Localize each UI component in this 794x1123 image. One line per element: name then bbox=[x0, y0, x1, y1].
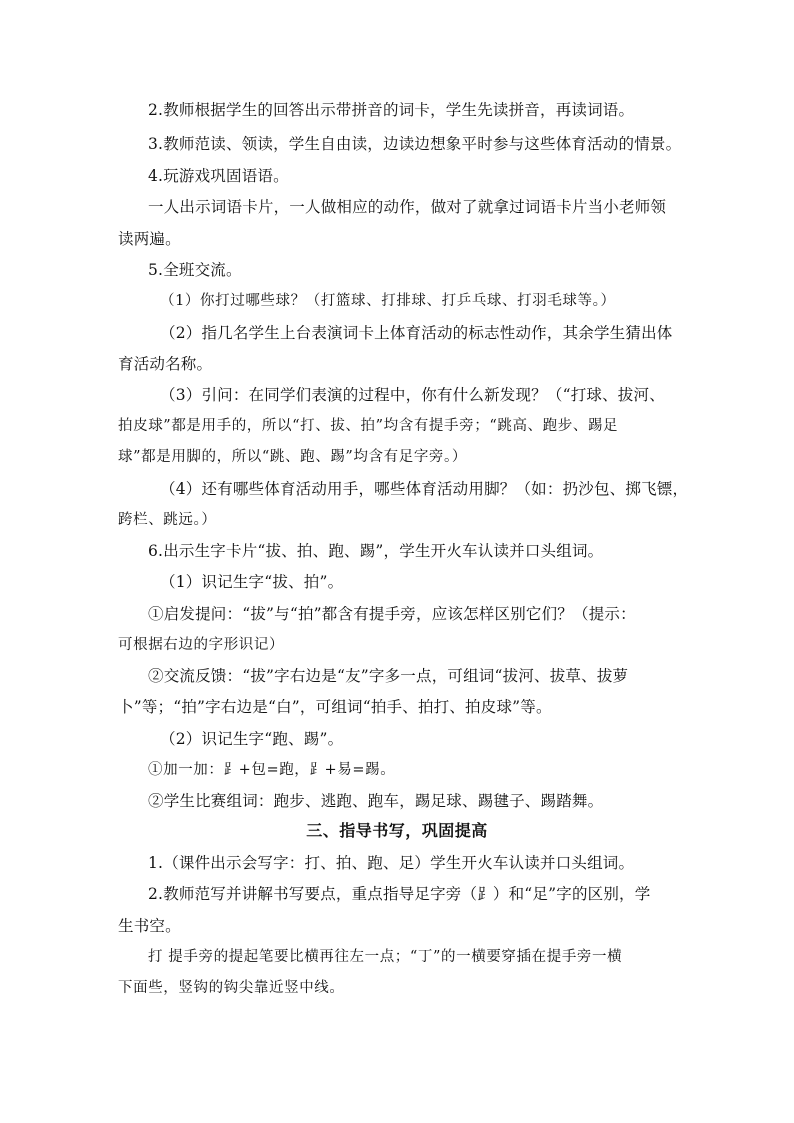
paragraph-line: （2）识记生字“跑、踢”。 bbox=[160, 730, 344, 748]
paragraph-line: 1.（课件出示会写字：打、拍、跑、足）学生开火车认读并口头组词。 bbox=[148, 854, 635, 872]
paragraph-line: 下面些，竖钩的钩尖靠近竖中线。 bbox=[118, 980, 345, 996]
paragraph-line: 5.全班交流。 bbox=[148, 261, 242, 279]
paragraph-line: ①启发提问：“拔”与“拍”都含有提手旁，应该怎样区别它们？（提示： bbox=[148, 605, 636, 623]
paragraph-line: （2）指几名学生上台表演词卡上体育活动的标志性动作，其余学生猜出体 bbox=[160, 324, 673, 342]
paragraph-line: （4）还有哪些体育活动用手，哪些体育活动用脚？（如：扔沙包、掷飞镖， bbox=[160, 480, 689, 498]
paragraph-line: 2.教师根据学生的回答出示带拼音的词卡，学生先读拼音，再读词语。 bbox=[148, 101, 635, 119]
paragraph-line: ②交流反馈：“拔”字右边是“友”字多一点，可组词“拔河、拔草、拔萝 bbox=[148, 667, 629, 685]
paragraph-line: 可根据右边的字形识记） bbox=[118, 637, 285, 653]
paragraph-line: 一人出示词语卡片，一人做相应的动作，做对了就拿过词语卡片当小老师领 bbox=[148, 198, 667, 216]
paragraph-line: ②学生比赛组词：跑步、逃跑、跑车，踢足球、踢毽子、踢踏舞。 bbox=[148, 792, 604, 810]
paragraph-line: 读两遍。 bbox=[118, 230, 181, 248]
paragraph-line: ①加一加：⻊+包=跑，⻊+易=踢。 bbox=[148, 762, 396, 778]
paragraph-line: 2.教师范写并讲解书写要点，重点指导足字旁（⻊）和“足”字的区别，学 bbox=[148, 885, 651, 903]
paragraph-line: 打 提手旁的提起笔要比横再往左一点；“丁”的一横要穿插在提手旁一横 bbox=[148, 949, 623, 965]
paragraph-line: （1）识记生字“拔、拍”。 bbox=[160, 573, 344, 591]
paragraph-line: 卜”等；“拍”字右边是“白”，可组词“拍手、拍打、拍皮球”等。 bbox=[118, 698, 552, 716]
paragraph-line: （1）你打过哪些球？（打篮球、打排球、打乒乓球、打羽毛球等。） bbox=[160, 293, 616, 309]
paragraph-line: 4.玩游戏巩固语语。 bbox=[148, 167, 289, 185]
paragraph-line: 6.出示生字卡片“拔、拍、跑、踢”，学生开火车认读并口头组词。 bbox=[148, 542, 604, 560]
paragraph-line: （3）引问：在同学们表演的过程中，你有什么新发现？（“打球、拔河、 bbox=[160, 386, 665, 404]
paragraph-line: 育活动名称。 bbox=[118, 355, 213, 373]
paragraph-line: 生书空。 bbox=[118, 917, 181, 935]
section-heading: 三、指导书写，巩固提高 bbox=[306, 821, 488, 840]
paragraph-line: 拍皮球”都是用手的，所以“打、拔、拍”均含有提手旁；“跳高、跑步、踢足 bbox=[118, 418, 619, 434]
paragraph-line: 跨栏、跳远。） bbox=[118, 512, 217, 528]
paragraph-line: 球”都是用脚的，所以“跳、跑、踢”均含有足字旁。） bbox=[118, 449, 467, 465]
paragraph-line: 3.教师范读、领读，学生自由读，边读边想象平时参与这些体育活动的情景。 bbox=[148, 135, 682, 153]
